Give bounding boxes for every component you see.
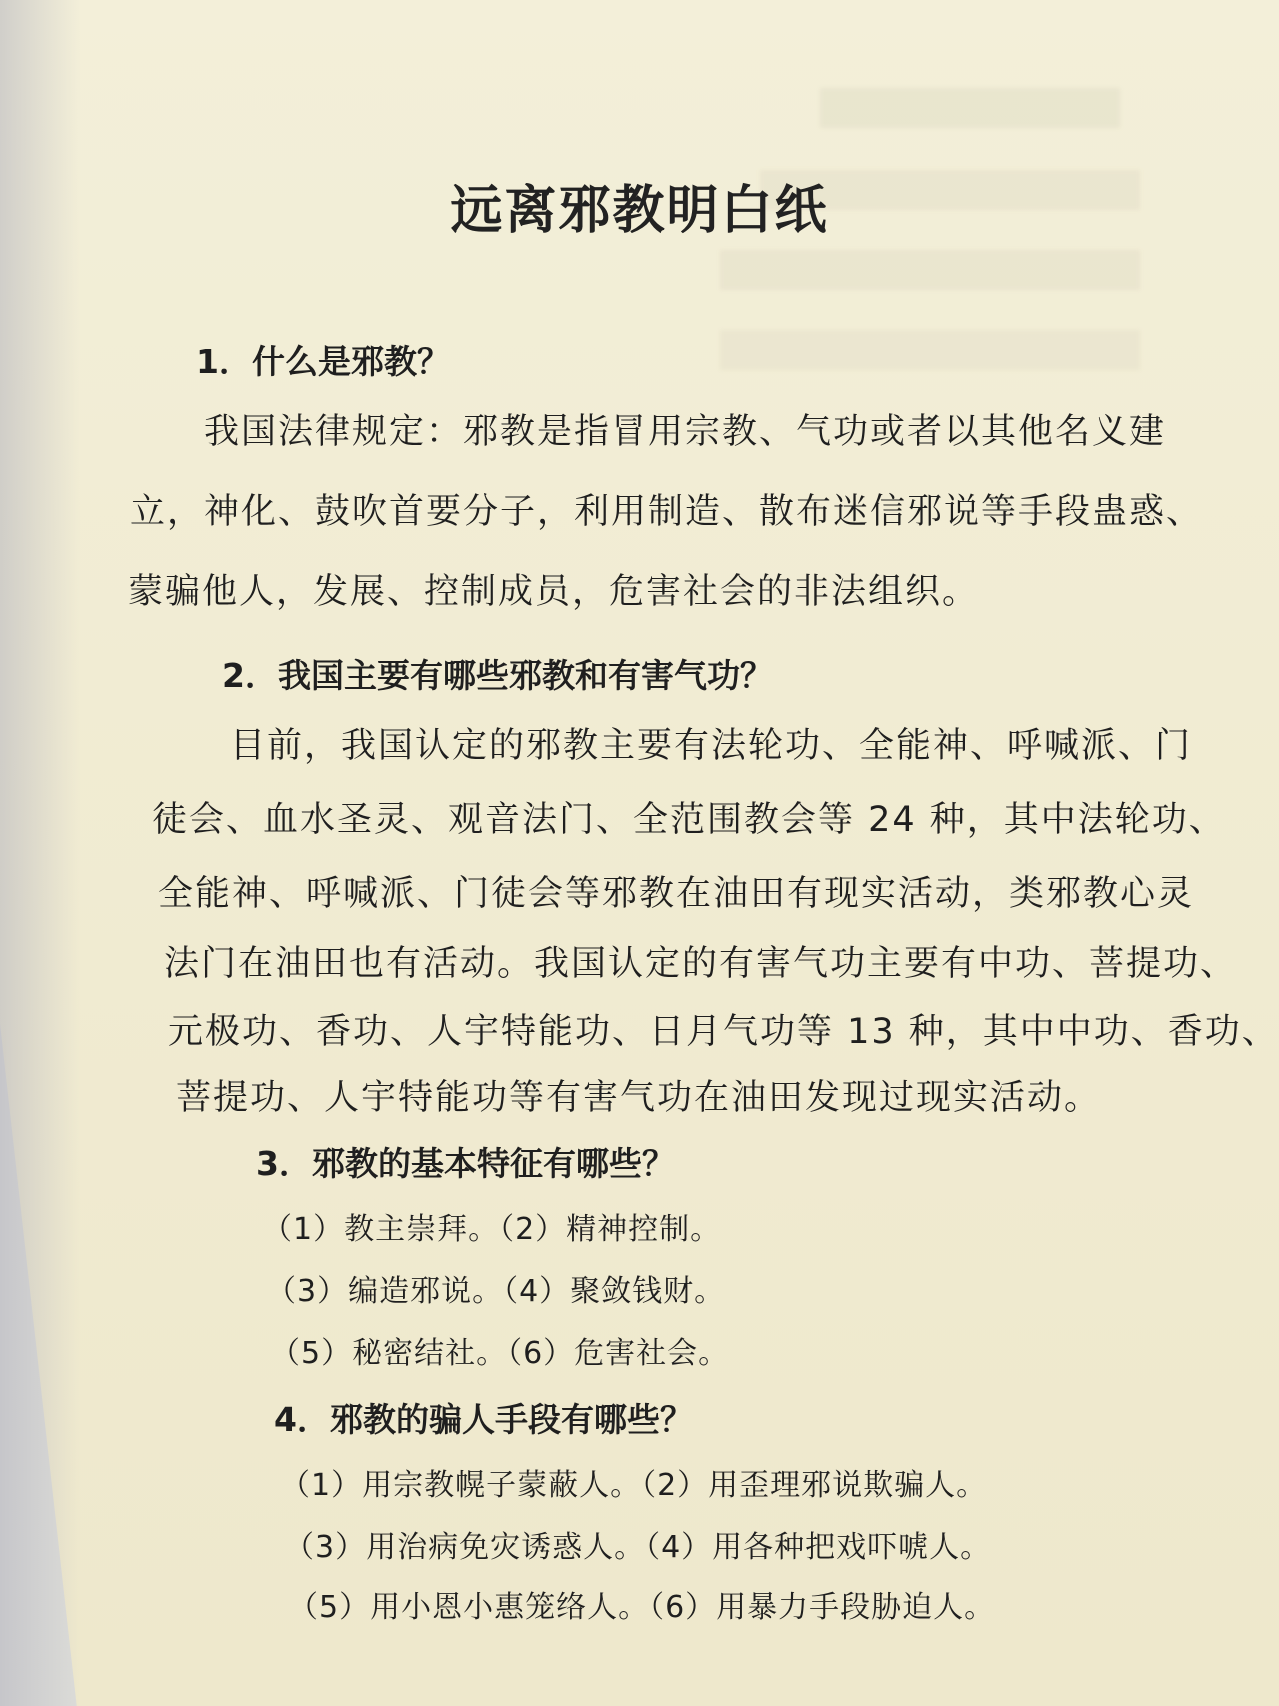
section-2-line: 法门在油田也有活动。我国认定的有害气功主要有中功、菩提功、 xyxy=(164,944,1238,984)
section-4-item-line: （3）用治病免灾诱惑人。（4）用各种把戏吓唬人。 xyxy=(284,1530,992,1565)
section-2-line: 全能神、呼喊派、门徒会等邪教在油田有现实活动，类邪教心灵 xyxy=(158,874,1195,914)
section-2-line: 目前，我国认定的邪教主要有法轮功、全能神、呼喊派、门 xyxy=(230,726,1193,766)
document-title: 远离邪教明白纸 xyxy=(450,180,829,241)
section-2-heading: 2．我国主要有哪些邪教和有害气功？ xyxy=(222,656,773,695)
section-1-line: 立，神化、鼓吹首要分子，利用制造、散布迷信邪说等手段蛊惑、 xyxy=(130,492,1204,532)
section-4-heading: 4．邪教的骗人手段有哪些？ xyxy=(274,1400,693,1439)
section-4-item-line: （5）用小恩小惠笼络人。（6）用暴力手段胁迫人。 xyxy=(288,1590,996,1625)
section-3-heading: 3．邪教的基本特征有哪些？ xyxy=(256,1144,675,1183)
section-3-item-line: （3）编造邪说。（4）聚敛钱财。 xyxy=(266,1274,726,1309)
section-1-line: 我国法律规定：邪教是指冒用宗教、气功或者以其他名义建 xyxy=(204,412,1167,452)
section-2-line: 徒会、血水圣灵、观音法门、全范围教会等 24 种，其中法轮功、 xyxy=(152,800,1226,840)
section-3-item-line: （5）秘密结社。（6）危害社会。 xyxy=(270,1336,730,1371)
section-2-line: 元极功、香功、人宇特能功、日月气功等 13 种，其中中功、香功、 xyxy=(168,1012,1279,1052)
section-1-line: 蒙骗他人，发展、控制成员，危害社会的非法组织。 xyxy=(128,572,980,612)
section-1-heading: 1．什么是邪教？ xyxy=(196,342,450,381)
section-2-line: 菩提功、人宇特能功等有害气功在油田发现过现实活动。 xyxy=(176,1078,1102,1118)
section-4-item-line: （1）用宗教幌子蒙蔽人。（2）用歪理邪说欺骗人。 xyxy=(280,1468,988,1503)
section-3-item-line: （1）教主崇拜。（2）精神控制。 xyxy=(262,1212,722,1247)
